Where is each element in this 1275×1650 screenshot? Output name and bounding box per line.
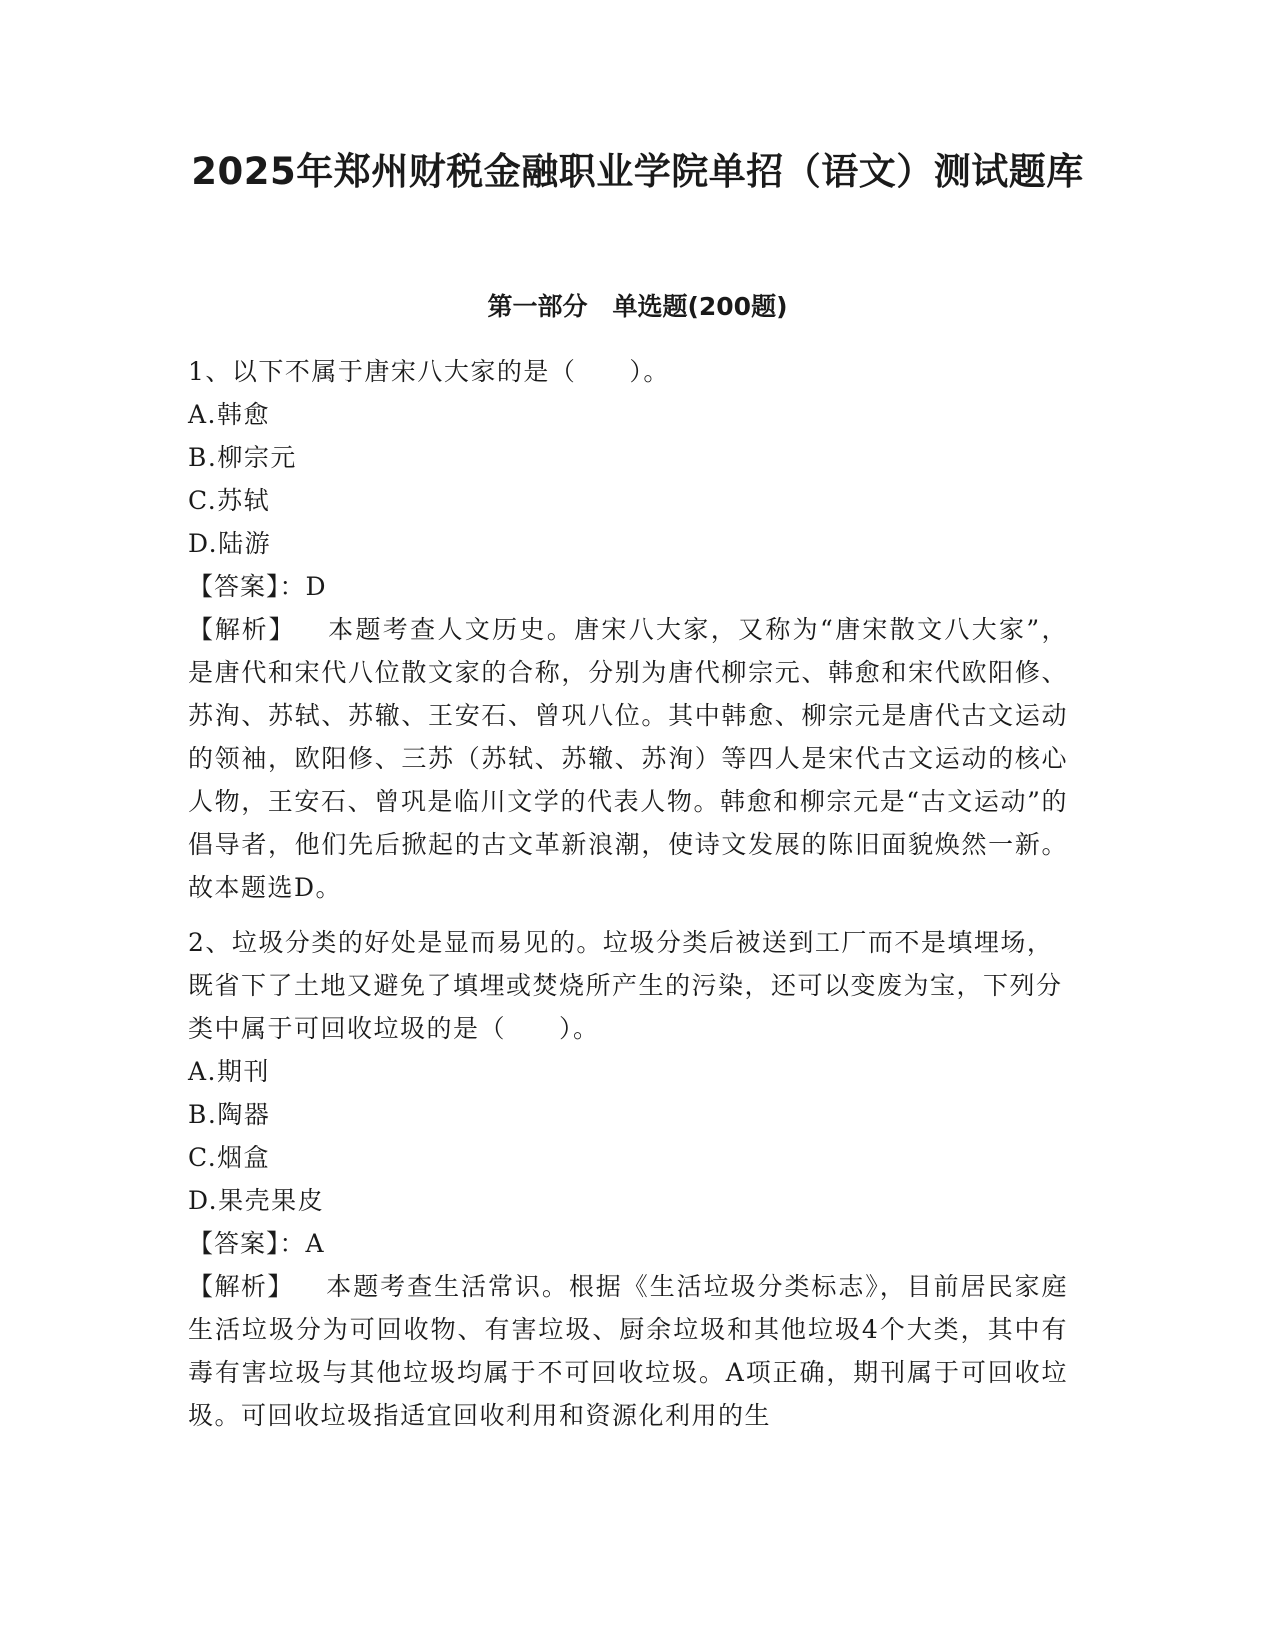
question-2 [188,921,1068,1437]
question-stem: 1、以下不属于唐宋八大家的是（ ）。 [188,357,670,386]
analysis-label: 【解析】 [188,1272,294,1301]
option-d: D.果壳果皮 [188,1186,325,1215]
analysis-paragraph [188,1265,1068,1437]
analysis-text: 本题考查人文历史。唐宋八大家，又称为“唐宋散文八大家”，是唐代和宋代八位散文家的合称，分别为唐代柳宗元、韩愈和宋代欧阳修、苏洵、苏轼、苏辙、王安石、曾巩八位。其中韩愈、柳宗元是唐代古文运动的领袖，欧阳修、三苏（苏轼、苏辙、苏洵）等四人是宋代古文运动的核心人物，王安石、曾巩是临川文学的代表人物。韩愈和柳宗元是“古文运动”的倡导者，他们先后掀起的古文革新浪潮，使诗文发展的陈旧面貌焕然一新。故本题选D。 [188,615,1068,902]
answer-label: 【答案】： [188,1229,306,1258]
option-a: A.韩愈 [188,400,271,429]
analysis-paragraph [188,608,1068,909]
document-title: 2025年郑州财税金融职业学院单招（语文）测试题库 [191,150,1084,193]
analysis-text: 本题考查生活常识。根据《生活垃圾分类标志》，目前居民家庭生活垃圾分为可回收物、有害垃圾、厨余垃圾和其他垃圾4个大类，其中有毒有害垃圾与其他垃圾均属于不可回收垃圾。A项正确，期刊属于可回收垃圾。可回收垃圾指适宜回收利用和资源化利用的生 [188,1272,1068,1430]
answer-label: 【答案】： [188,572,306,601]
answer-value: A [305,1229,326,1258]
option-b: B.柳宗元 [188,443,297,472]
option-d: D.陆游 [188,529,272,558]
answer-value: D [305,572,328,601]
answer-line [188,565,1068,608]
section-heading: 第一部分 单选题(200题) [487,292,788,321]
option-b: B.陶器 [188,1100,271,1129]
option-c: C.苏轼 [188,486,271,515]
question-list [188,350,1068,1449]
answer-line [188,1222,1068,1265]
question-1 [188,350,1068,909]
question-stem: 2、垃圾分类的好处是显而易见的。垃圾分类后被送到工厂而不是填埋场，既省下了土地又避免了填埋或焚烧所产生的污染，还可以变废为宝，下列分类中属于可回收垃圾的是（ ）。 [188,928,1063,1043]
analysis-label: 【解析】 [188,615,296,644]
option-a: A.期刊 [188,1057,271,1086]
option-c: C.烟盒 [188,1143,271,1172]
